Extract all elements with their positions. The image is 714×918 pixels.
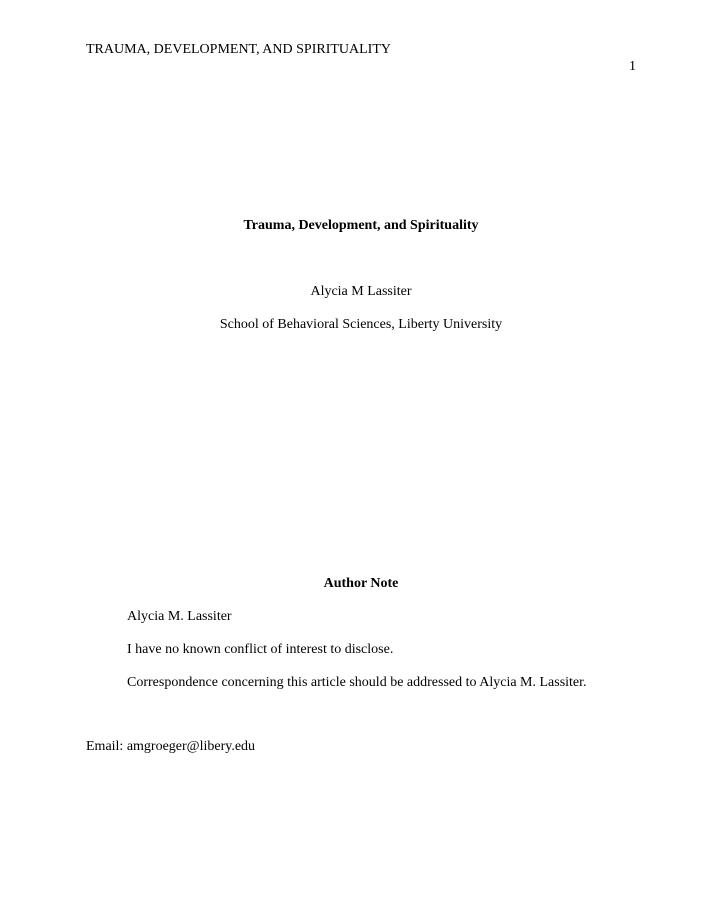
conflict-of-interest-statement: I have no known conflict of interest to disclose. <box>127 642 394 657</box>
correspondence-statement: Correspondence concerning this article should be addressed to Alycia M. Lassiter. <box>127 675 587 690</box>
running-head: TRAUMA, DEVELOPMENT, AND SPIRITUALITY <box>86 42 392 57</box>
author-affiliation: School of Behavioral Sciences, Liberty University <box>219 317 503 332</box>
paper-title: Trauma, Development, and Spirituality <box>243 218 479 233</box>
author-note-name: Alycia M. Lassiter <box>127 609 232 624</box>
author-note-heading: Author Note <box>323 576 399 591</box>
contact-email: Email: amgroeger@libery.edu <box>86 739 256 754</box>
author-name: Alycia M Lassiter <box>310 284 412 299</box>
page-number: 1 <box>629 59 636 74</box>
